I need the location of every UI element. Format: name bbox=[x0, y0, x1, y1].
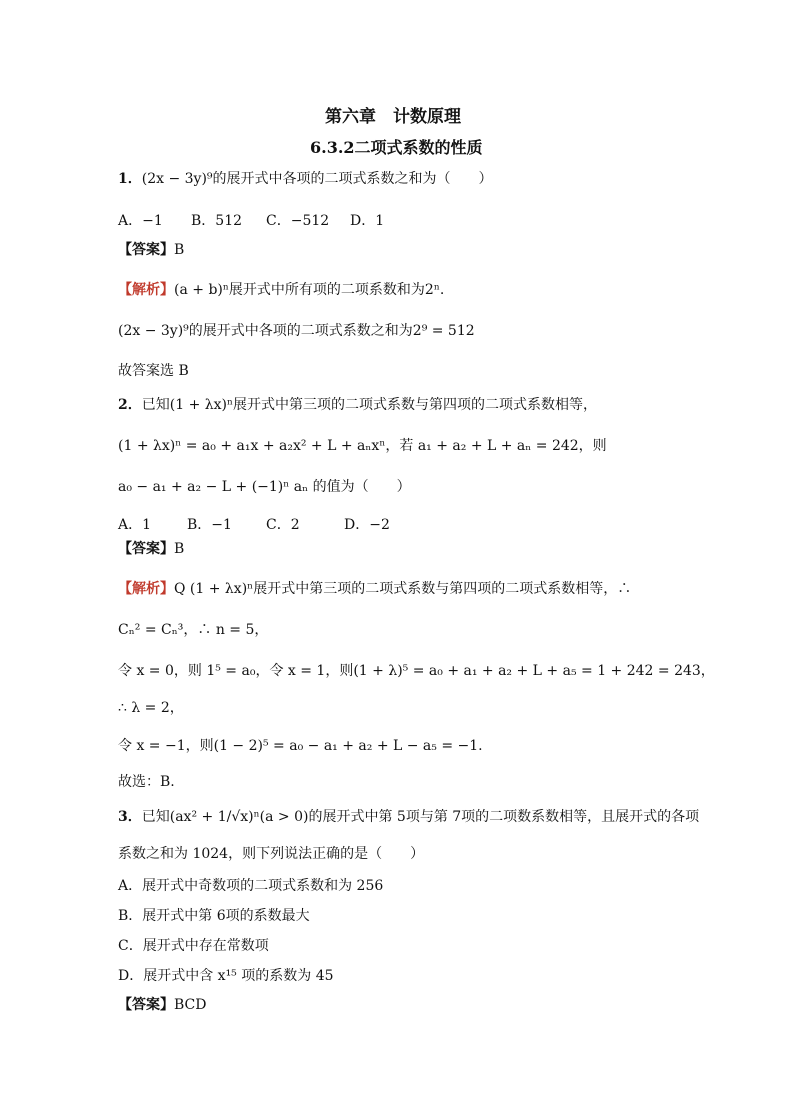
q1-option-c: C．−512 bbox=[266, 213, 330, 229]
q1-answer-tag: 【答案】 bbox=[118, 242, 174, 258]
q2-analysis-line-2: Cₙ² = Cₙ³，∴ n = 5， bbox=[118, 622, 269, 638]
q1-option-a: A．−1 bbox=[118, 213, 163, 229]
q2-stem-line-2: (1 + λx)ⁿ = a₀ + a₁x + a₂x² + L + aₙxⁿ，若 a₁ + a₂ + L + aₙ = 242，则 bbox=[118, 438, 607, 454]
q3-stem-text-1: 已知(ax² + 1/√x)ⁿ(a > 0)的展开式中第 5项与第 7项的二项数系数相等，且展开式的各项 bbox=[141, 809, 700, 825]
q2-answer-value: B bbox=[174, 541, 185, 557]
q2-stem-line-3: a₀ − a₁ + a₂ − L + (−1)ⁿ aₙ 的值为（ ） bbox=[118, 479, 411, 495]
q3-stem-line-2: 系数之和为 1024，则下列说法正确的是（ ） bbox=[118, 846, 425, 862]
q2-analysis-line-4: ∴ λ = 2， bbox=[118, 700, 184, 716]
q1-stem bbox=[118, 170, 493, 188]
q3-answer-tag: 【答案】 bbox=[118, 997, 174, 1013]
q3-option-a: A．展开式中奇数项的二项式系数和为 256 bbox=[118, 878, 384, 894]
q3-option-c: C．展开式中存在常数项 bbox=[118, 938, 269, 954]
q3-answer bbox=[118, 996, 206, 1014]
q1-analysis-line-2: (2x − 3y)⁹的展开式中各项的二项式系数之和为2⁹ = 512 bbox=[118, 323, 475, 339]
q1-analysis-tag: 【解析】 bbox=[118, 282, 174, 298]
q2-stem-text-1: 已知(1 + λx)ⁿ展开式中第三项的二项式系数与第四项的二项式系数相等， bbox=[141, 397, 598, 413]
q2-answer bbox=[118, 540, 184, 558]
q2-option-c: C．2 bbox=[266, 517, 300, 533]
q2-answer-tag: 【答案】 bbox=[118, 541, 174, 557]
q3-number: 3． bbox=[118, 809, 142, 825]
q2-analysis-text-1: Q (1 + λx)ⁿ展开式中第三项的二项式系数与第四项的二项式系数相等，∴ bbox=[174, 581, 632, 597]
q2-analysis-line-1 bbox=[118, 580, 631, 598]
q1-number: 1． bbox=[118, 171, 142, 187]
chapter-title: 第六章 计数原理 bbox=[325, 107, 461, 127]
q2-analysis-line-3: 令 x = 0，则 1⁵ = a₀，令 x = 1，则(1 + λ)⁵ = a₀ + a₁ + a₂ + L + a₅ = 1 + 242 = 243， bbox=[118, 663, 715, 679]
q1-analysis-line-1 bbox=[118, 281, 444, 299]
q3-option-d: D．展开式中含 x¹⁵ 项的系数为 45 bbox=[118, 968, 334, 984]
q3-answer-value: BCD bbox=[174, 997, 207, 1013]
q1-option-b: B．512 bbox=[191, 213, 243, 229]
q3-option-b: B．展开式中第 6项的系数最大 bbox=[118, 908, 310, 924]
q2-number: 2． bbox=[118, 397, 142, 413]
q1-option-d: D．1 bbox=[350, 213, 385, 229]
q3-stem-line-1 bbox=[118, 808, 699, 826]
q2-analysis-line-6: 故选：B. bbox=[118, 774, 175, 790]
q2-option-d: D．−2 bbox=[344, 517, 390, 533]
q1-stem-text: (2x − 3y)⁹的展开式中各项的二项式系数之和为（ ） bbox=[141, 171, 493, 187]
q1-analysis-line-3: 故答案选 B bbox=[118, 363, 189, 379]
q2-analysis-line-5: 令 x = −1，则(1 − 2)⁵ = a₀ − a₁ + a₂ + L − a₅ = −1. bbox=[118, 738, 483, 754]
q1-analysis-text-1: (a + b)ⁿ展开式中所有项的二项系数和为2ⁿ. bbox=[174, 282, 445, 298]
q1-answer bbox=[118, 241, 184, 259]
q2-stem-line-1 bbox=[118, 396, 597, 414]
section-title: 6.3.2二项式系数的性质 bbox=[310, 138, 483, 157]
q1-answer-value: B bbox=[174, 242, 185, 258]
q2-analysis-tag: 【解析】 bbox=[118, 581, 174, 597]
q2-option-b: B．−1 bbox=[187, 517, 232, 533]
q2-option-a: A．1 bbox=[118, 517, 152, 533]
